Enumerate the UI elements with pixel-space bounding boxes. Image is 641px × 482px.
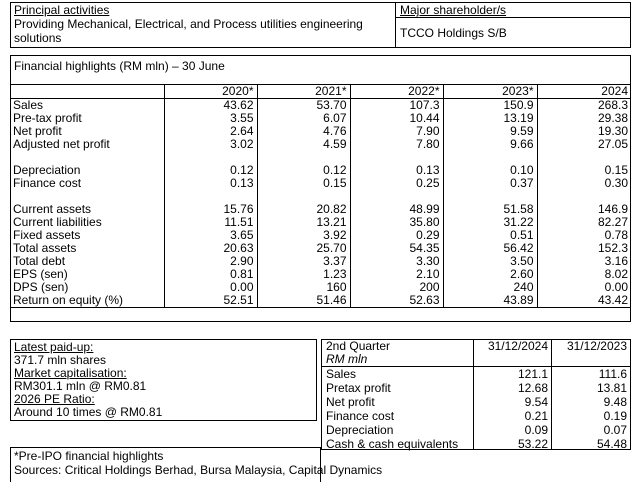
quarter-row-value-2023: 54.48: [596, 437, 627, 451]
year-header-row: [10, 85, 631, 99]
row-value: 0.29: [350, 229, 443, 242]
row-value: 107.3: [350, 99, 443, 113]
row-value: 3.02: [164, 138, 257, 151]
principal-activities-text-1: Providing Mechanical, Electrical, and Process utilities engineering: [14, 17, 363, 31]
row-value: 3.55: [164, 112, 257, 125]
row-value: 152.3: [537, 242, 631, 255]
market-cap-value: RM301.1 mln @ RM0.81: [14, 379, 147, 393]
row-value: 3.30: [350, 255, 443, 268]
table-row: [10, 216, 631, 229]
row-value: 160: [257, 281, 350, 294]
year-header-blank: [10, 85, 164, 99]
row-value: 25.70: [257, 242, 350, 255]
row-label: DPS (sen): [13, 280, 69, 294]
row-value: 10.44: [350, 112, 443, 125]
row-value: 43.42: [537, 294, 631, 308]
quarter-row-value-2023: 0.19: [603, 409, 627, 423]
row-value: 56.42: [443, 242, 537, 255]
pe-ratio-value: Around 10 times @ RM0.81: [14, 405, 163, 419]
row-value: 7.80: [350, 138, 443, 151]
row-value: 9.59: [443, 125, 537, 138]
row-value: 15.76: [164, 203, 257, 216]
table-row: [10, 268, 631, 281]
row-value: 0.15: [257, 177, 350, 190]
market-cap-title: Market capitalisation:: [14, 366, 127, 380]
group-spacer: [10, 151, 631, 164]
row-value: 82.27: [537, 216, 631, 229]
financial-highlights-title: Financial highlights (RM mln) – 30 June: [14, 59, 225, 73]
row-label: Current liabilities: [13, 215, 102, 229]
row-value: 3.37: [257, 255, 350, 268]
quarter-row-label: Finance cost: [326, 409, 395, 423]
row-value: 8.02: [537, 268, 631, 281]
row-value: 31.22: [443, 216, 537, 229]
principal-activities-title: Principal activities: [14, 3, 110, 17]
row-label: Total assets: [13, 241, 77, 255]
row-label: Adjusted net profit: [13, 137, 110, 151]
row-label: Depreciation: [13, 163, 81, 177]
quarter-row-value-2023: 13.81: [596, 381, 627, 395]
quarter-title: 2nd Quarter: [326, 339, 391, 353]
row-value: 3.50: [443, 255, 537, 268]
row-value: 35.80: [350, 216, 443, 229]
row-value: 20.63: [164, 242, 257, 255]
table-row: [10, 255, 631, 268]
quarter-row-label: Net profit: [326, 395, 375, 409]
row-value: 4.59: [257, 138, 350, 151]
row-value: 3.16: [537, 255, 631, 268]
top-info-divider: [395, 2, 396, 48]
row-value: 19.30: [537, 125, 631, 138]
row-value: 0.10: [443, 164, 537, 177]
row-label: Return on equity (%): [10, 294, 164, 308]
row-label: EPS (sen): [13, 267, 68, 281]
principal-activities-text-2: solutions: [14, 31, 62, 45]
quarter-unit: RM mln: [326, 352, 368, 366]
quarter-row-value-2024: 0.09: [524, 423, 548, 437]
paid-up-value: 371.7 mln shares: [14, 353, 107, 367]
table-row: [10, 138, 631, 151]
year-header-1: 2021*: [257, 85, 350, 99]
row-value: 9.66: [443, 138, 537, 151]
row-value: 52.51: [164, 294, 257, 308]
quarter-row-value-2024: 53.22: [517, 437, 548, 451]
row-value: 6.07: [257, 112, 350, 125]
table-row: [10, 164, 631, 177]
quarter-row-value-2023: 111.6: [598, 367, 627, 381]
row-value: 13.21: [257, 216, 350, 229]
row-value: 0.00: [537, 281, 631, 294]
financial-highlights-table: [10, 84, 631, 308]
row-value: 52.63: [350, 294, 443, 308]
year-header-3: 2023*: [443, 85, 537, 99]
shareholder-divider: [395, 17, 631, 18]
row-value: 0.25: [350, 177, 443, 190]
row-value: 4.76: [257, 125, 350, 138]
row-value: 0.12: [164, 164, 257, 177]
table-row: [10, 242, 631, 255]
row-value: 7.90: [350, 125, 443, 138]
quarter-col1-header: 31/12/2024: [487, 339, 548, 353]
row-value: 0.13: [350, 164, 443, 177]
year-header-0: 2020*: [164, 85, 257, 99]
quarter-row-value-2024: 12.68: [517, 381, 548, 395]
row-value: 0.81: [164, 268, 257, 281]
row-value: 0.51: [443, 229, 537, 242]
row-value: 150.9: [443, 99, 537, 113]
row-value: 29.38: [537, 112, 631, 125]
row-value: 0.15: [537, 164, 631, 177]
row-value: 43.62: [164, 99, 257, 113]
pe-ratio-title: 2026 PE Ratio:: [14, 392, 95, 406]
table-row: [10, 177, 631, 190]
row-label: Net profit: [13, 124, 62, 138]
table-row: [10, 294, 631, 308]
quarter-row-value-2023: 0.07: [603, 423, 627, 437]
quarter-row-label: Pretax profit: [326, 381, 391, 395]
pre-ipo-footnote: *Pre-IPO financial highlights: [14, 449, 164, 463]
year-header-2: 2022*: [350, 85, 443, 99]
row-value: 53.70: [257, 99, 350, 113]
row-value: 200: [350, 281, 443, 294]
quarter-row-label: Sales: [326, 367, 357, 381]
row-value: 2.60: [443, 268, 537, 281]
row-label: Pre-tax profit: [13, 111, 82, 125]
row-value: 3.92: [257, 229, 350, 242]
row-value: 51.58: [443, 203, 537, 216]
row-value: 0.00: [164, 281, 257, 294]
row-label: Total debt: [13, 254, 66, 268]
row-value: 20.82: [257, 203, 350, 216]
quarter-row-label: Depreciation: [326, 423, 394, 437]
quarter-row-value-2024: 121.1: [517, 367, 548, 381]
row-value: 11.51: [164, 216, 257, 229]
row-value: 0.13: [164, 177, 257, 190]
row-value: 146.9: [537, 203, 631, 216]
quarter-row-value-2024: 0.21: [524, 409, 548, 423]
row-value: 0.78: [537, 229, 631, 242]
row-value: 27.05: [537, 138, 631, 151]
row-value: 2.10: [350, 268, 443, 281]
paid-up-title: Latest paid-up:: [14, 340, 94, 354]
major-shareholder-name: TCCO Holdings S/B: [400, 26, 507, 40]
row-label: Fixed assets: [13, 228, 81, 242]
row-label: Current assets: [13, 202, 92, 216]
row-value: 54.35: [350, 242, 443, 255]
sources-footnote: Sources: Critical Holdings Berhad, Bursa Malaysia, Capital Dynamics: [14, 463, 383, 477]
row-label: Sales: [13, 98, 44, 112]
row-label: Finance cost: [13, 176, 82, 190]
row-value: 0.37: [443, 177, 537, 190]
quarter-row-value-2023: 9.48: [603, 395, 627, 409]
year-header-4: 2024: [537, 85, 631, 99]
row-value: 0.12: [257, 164, 350, 177]
major-shareholder-title: Major shareholder/s: [400, 3, 507, 17]
row-value: 0.30: [537, 177, 631, 190]
row-value: 2.64: [164, 125, 257, 138]
table-row: [10, 112, 631, 125]
row-value: 2.90: [164, 255, 257, 268]
row-value: 268.3: [537, 99, 631, 113]
table-row: [10, 99, 631, 113]
row-value: 1.23: [257, 268, 350, 281]
row-value: 240: [443, 281, 537, 294]
row-value: 51.46: [257, 294, 350, 308]
row-value: 48.99: [350, 203, 443, 216]
row-value: 3.65: [164, 229, 257, 242]
row-value: 43.89: [443, 294, 537, 308]
quarter-row-value-2024: 9.54: [524, 395, 548, 409]
quarter-col2-header: 31/12/2023: [566, 339, 627, 353]
row-value: 13.19: [443, 112, 537, 125]
quarter-row-label: Cash & cash equivalents: [326, 437, 459, 451]
